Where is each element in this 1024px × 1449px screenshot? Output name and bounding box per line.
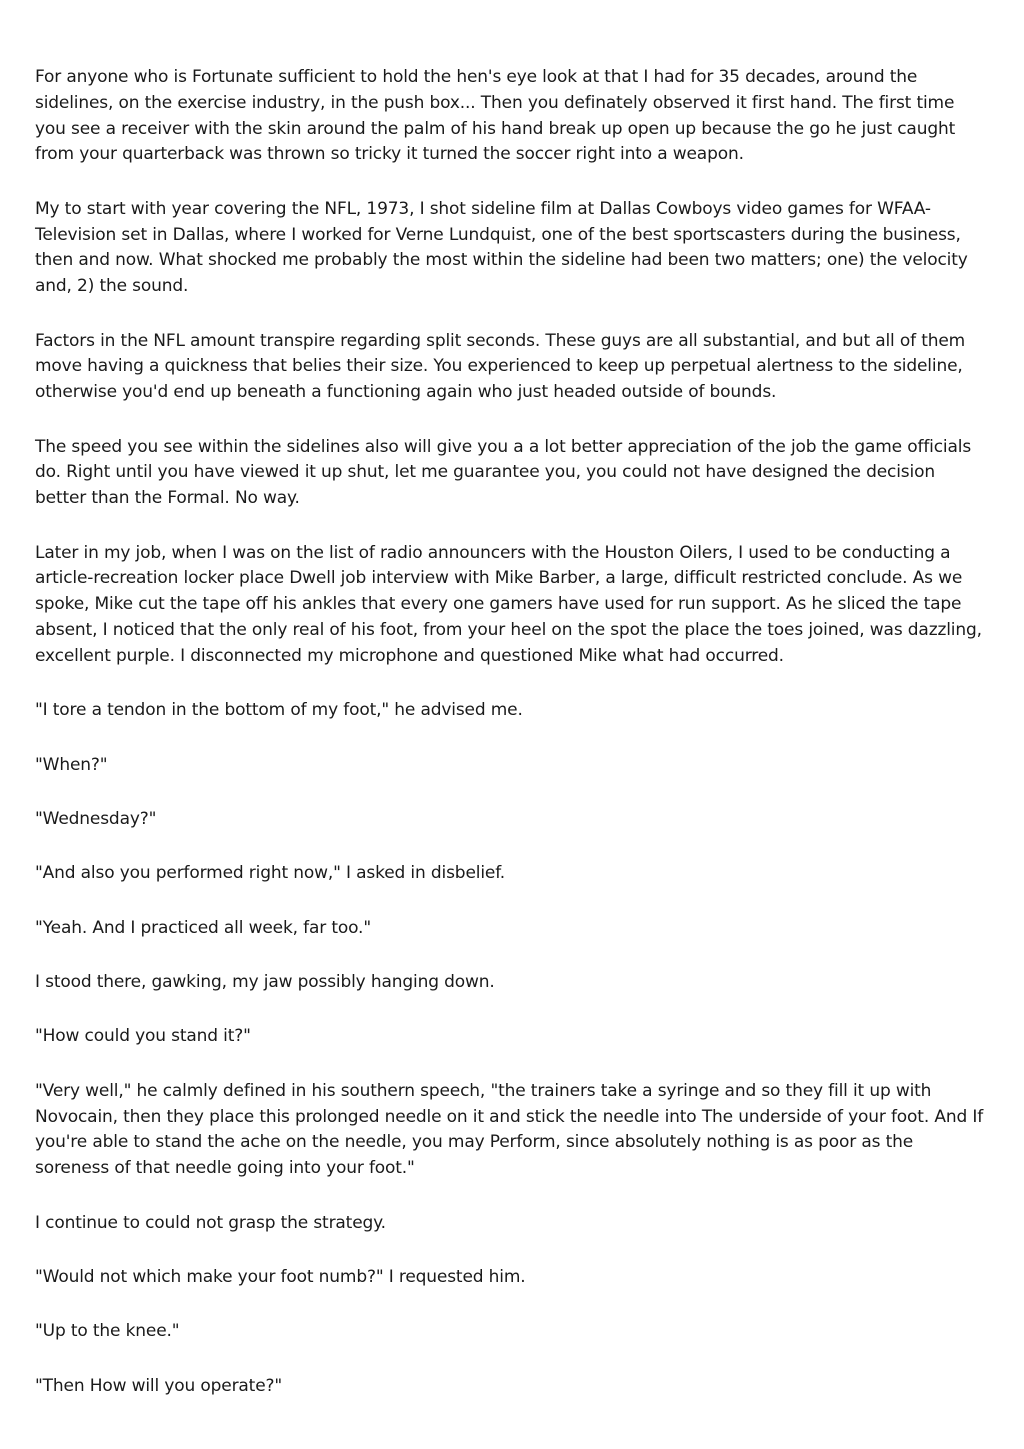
- paragraph: I stood there, gawking, my jaw possibly hanging down.: [35, 972, 495, 993]
- paragraph: My to start with year covering the NFL, 1973, I shot sideline film at Dallas Cowboys video games for WFAA-Television set in Dallas, where I worked for Verne Lundquist, one of the best sportscasters during the business, then and now. What shocked me probably the most within the sideline had been two matters; one) the velocity and, 2) the sound.: [35, 198, 968, 297]
- paragraph: I continue to could not grasp the strategy.: [35, 1212, 386, 1233]
- document-body: [35, 65, 990, 1428]
- paragraph: "Then How will you operate?": [35, 1375, 283, 1396]
- paragraph: "How could you stand it?": [35, 1026, 251, 1047]
- paragraph: "Yeah. And I practiced all week, far too.": [35, 917, 371, 938]
- paragraph: "Wednesday?": [35, 808, 157, 829]
- paragraph: Later in my job, when I was on the list of radio announcers with the Houston Oilers, I used to be conducting a article-recreation locker place Dwell job interview with Mike Barber, a large, difficult restricted conclude. As we spoke, Mike cut the tape off his ankles that every one gamers have used for run support. As he sliced the tape absent, I noticed that the only real of his foot, from your heel on the spot the place the toes joined, was dazzling, excellent purple. I disconnected my microphone and questioned Mike what had occurred.: [35, 542, 982, 666]
- paragraph: "And also you performed right now," I asked in disbelief.: [35, 863, 506, 884]
- paragraph: "Would not which make your foot numb?" I requested him.: [35, 1267, 526, 1288]
- paragraph: Factors in the NFL amount transpire regarding split seconds. These guys are all substantial, and but all of them move having a quickness that belies their size. You experienced to keep up perpetual alertness to the sideline, otherwise you'd end up beneath a functioning again who just headed outside of bounds.: [35, 330, 966, 403]
- paragraph: "I tore a tendon in the bottom of my foot," he advised me.: [35, 700, 523, 721]
- paragraph: "When?": [35, 754, 108, 775]
- paragraph: For anyone who is Fortunate sufficient to hold the hen's eye look at that I had for 35 decades, around the sidelines, on the exercise industry, in the push box... Then you definately observed it first hand. The first time you see a receiver with the skin around the palm of his hand break up open up because the go he just caught from your quarterback was thrown so tricky it turned the soccer right into a weapon.: [35, 67, 956, 165]
- paragraph: "Up to the knee.": [35, 1321, 180, 1342]
- paragraph: The speed you see within the sidelines also will give you a a lot better appreciation of the job the game officials do. Right until you have viewed it up shut, let me guarantee you, you could not have designed the decision better than the Formal. No way.: [35, 436, 972, 509]
- paragraph: "Very well," he calmly defined in his southern speech, "the trainers take a syringe and so they fill it up with Novocain, then they place this prolonged needle on it and stick the needle into The underside of your foot. And If you're able to stand the ache on the needle, you may Perform, since absolutely nothing is as poor as the soreness of that needle going into your foot.": [35, 1080, 984, 1179]
